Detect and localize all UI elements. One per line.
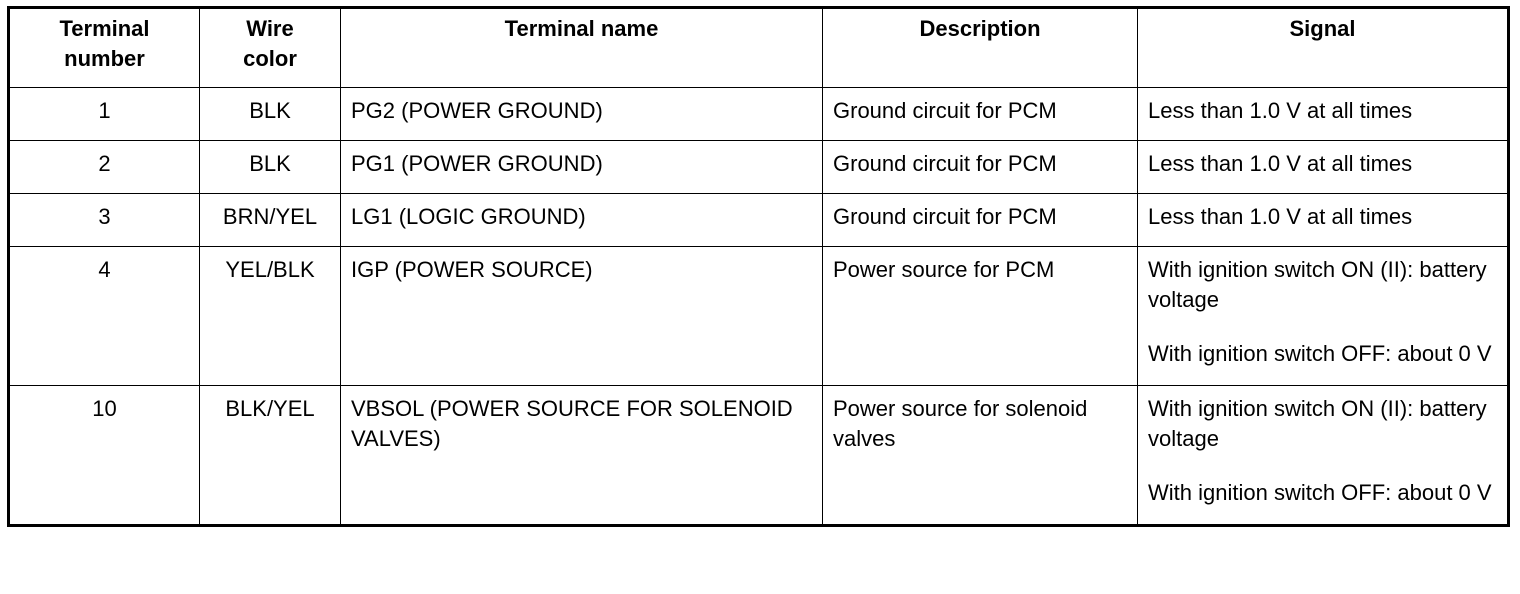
cell-terminal-number: 3 <box>9 194 200 247</box>
cell-terminal-name: PG2 (POWER GROUND) <box>341 88 823 141</box>
cell-wire-color: BLK <box>200 88 341 141</box>
cell-signal <box>1138 247 1509 386</box>
signal-text-off: With ignition switch OFF: about 0 V <box>1148 341 1492 366</box>
signal-text: Less than 1.0 V at all times <box>1148 204 1413 229</box>
cell-terminal-number: 4 <box>9 247 200 386</box>
cell-terminal-name: PG1 (POWER GROUND) <box>341 141 823 194</box>
cell-description: Power source for PCM <box>823 247 1138 386</box>
table-header-row <box>9 8 1509 88</box>
cell-signal <box>1138 386 1509 526</box>
header-wire-color-line1: Wire <box>246 16 294 41</box>
cell-signal <box>1138 194 1509 247</box>
signal-text-off: With ignition switch OFF: about 0 V <box>1148 480 1492 505</box>
cell-wire-color: BLK <box>200 141 341 194</box>
table-row <box>9 194 1509 247</box>
cell-description: Ground circuit for PCM <box>823 88 1138 141</box>
signal-text-on: With ignition switch ON (II): battery voltage <box>1148 257 1487 312</box>
cell-terminal-name: IGP (POWER SOURCE) <box>341 247 823 386</box>
cell-terminal-number: 1 <box>9 88 200 141</box>
table-row <box>9 386 1509 526</box>
cell-terminal-name: LG1 (LOGIC GROUND) <box>341 194 823 247</box>
cell-terminal-name: VBSOL (POWER SOURCE FOR SOLENOID VALVES) <box>341 386 823 526</box>
header-terminal-number-line1: Terminal <box>59 16 150 41</box>
header-signal: Signal <box>1138 8 1509 88</box>
cell-wire-color: YEL/BLK <box>200 247 341 386</box>
cell-description: Ground circuit for PCM <box>823 194 1138 247</box>
cell-terminal-number: 2 <box>9 141 200 194</box>
cell-signal <box>1138 88 1509 141</box>
cell-wire-color: BRN/YEL <box>200 194 341 247</box>
header-wire-color <box>200 8 341 88</box>
cell-description: Power source for solenoid valves <box>823 386 1138 526</box>
cell-wire-color: BLK/YEL <box>200 386 341 526</box>
header-wire-color-line2: color <box>243 46 297 71</box>
table-row <box>9 141 1509 194</box>
terminal-table-container <box>7 6 1510 527</box>
header-terminal-number <box>9 8 200 88</box>
signal-text: Less than 1.0 V at all times <box>1148 151 1413 176</box>
header-description: Description <box>823 8 1138 88</box>
signal-text: Less than 1.0 V at all times <box>1148 98 1413 123</box>
signal-text-on: With ignition switch ON (II): battery voltage <box>1148 396 1487 451</box>
cell-description: Ground circuit for PCM <box>823 141 1138 194</box>
header-terminal-number-line2: number <box>64 46 145 71</box>
header-terminal-name: Terminal name <box>341 8 823 88</box>
cell-terminal-number: 10 <box>9 386 200 526</box>
terminal-table <box>7 6 1510 527</box>
cell-signal <box>1138 141 1509 194</box>
table-row <box>9 88 1509 141</box>
table-row <box>9 247 1509 386</box>
